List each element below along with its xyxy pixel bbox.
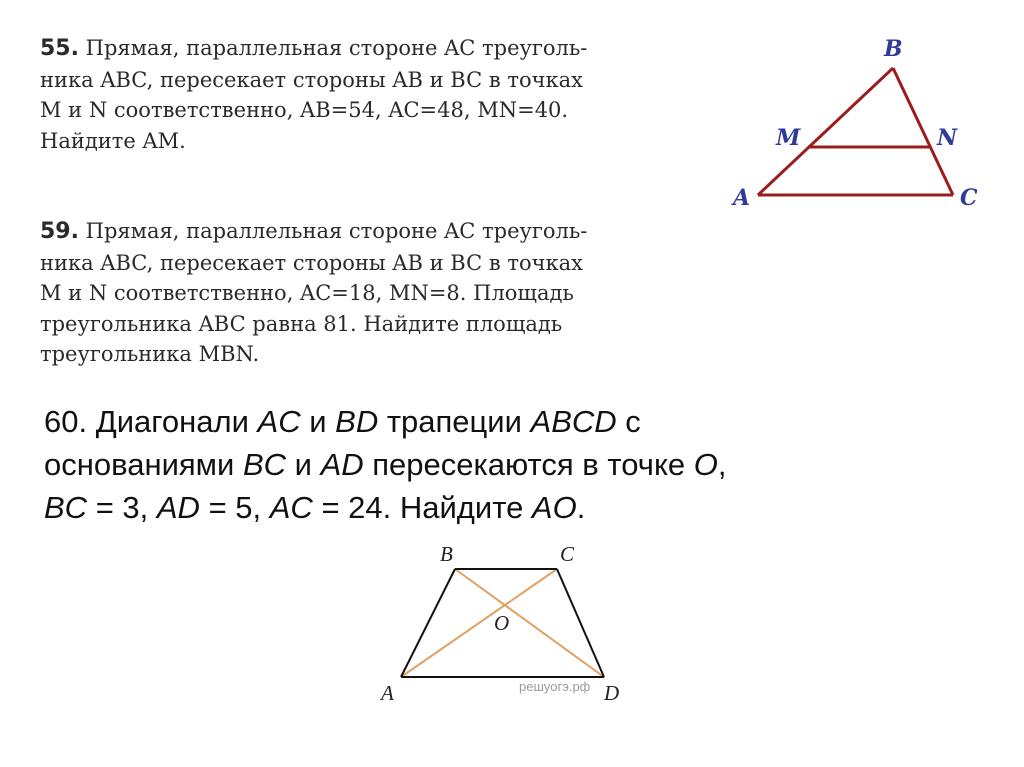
- problem-59-line-1: Прямая, параллельная стороне AC треуголь-: [78, 219, 588, 243]
- triangle-label-c: C: [960, 185, 978, 211]
- triangle-label-m: M: [776, 125, 801, 151]
- math-segment: AC: [257, 404, 301, 439]
- text-segment: 60. Диагонали: [44, 404, 258, 439]
- triangle-label-n: N: [937, 125, 958, 151]
- problem-59-line-3: M и N соответственно, AC=18, MN=8. Площадь: [40, 281, 574, 305]
- math-segment: AO: [531, 490, 577, 525]
- problem-59-number: 59.: [40, 219, 79, 244]
- trapezoid-side-ab: [401, 569, 455, 677]
- text-segment: и: [286, 447, 321, 482]
- trapezoid-diagonal-bd: [455, 569, 604, 677]
- problem-60: [44, 400, 726, 529]
- math-segment: BD: [335, 404, 379, 439]
- math-segment: BC: [44, 490, 88, 525]
- trapezoid-label-a: A: [381, 681, 394, 705]
- problem-59-line-4: треугольника ABC равна 81. Найдите площадь: [40, 311, 563, 336]
- text-segment: = 24. Найдите: [312, 490, 532, 525]
- text-segment: .: [576, 490, 586, 525]
- math-segment: AD: [320, 447, 364, 482]
- trapezoid-label-c: C: [560, 542, 575, 566]
- math-segment: AD: [156, 490, 200, 525]
- problem-55-line-4: Найдите AM.: [40, 128, 186, 153]
- math-segment: AC: [269, 490, 313, 525]
- triangle-side-bc: [893, 68, 953, 195]
- triangle-side-ab: [758, 68, 893, 195]
- problem-55-number: 55.: [40, 36, 79, 61]
- math-segment: ABCD: [530, 404, 617, 439]
- problem-55-line-1: Прямая, параллельная стороне AC треуголь-: [78, 36, 588, 60]
- text-segment: = 5,: [199, 490, 270, 525]
- problem-55-line-2: ника ABC, пересекает стороны AB и BC в точках: [40, 67, 583, 92]
- triangle-label-b: B: [884, 36, 903, 62]
- trapezoid-label-d: D: [604, 681, 620, 705]
- text-segment: трапеции: [378, 404, 531, 439]
- trapezoid-side-cd: [557, 569, 604, 677]
- problem-55: [40, 33, 587, 156]
- problem-59: [40, 216, 587, 370]
- text-segment: основаниями: [44, 447, 243, 482]
- problem-59-line-5: треугольника MBN.: [40, 342, 260, 366]
- trapezoid-diagonal-ac: [401, 569, 557, 677]
- text-segment: пересекаются в точке: [363, 447, 694, 482]
- math-segment: BC: [242, 447, 287, 482]
- problem-59-line-2: ника ABC, пересекает стороны AB и BC в точках: [40, 250, 583, 275]
- text-segment: и: [300, 404, 336, 439]
- text-segment: с: [616, 404, 641, 439]
- text-segment: ,: [717, 447, 727, 482]
- triangle-label-a: A: [733, 185, 751, 211]
- watermark: решуогэ.рф: [519, 679, 591, 694]
- math-segment: O: [693, 447, 718, 482]
- text-segment: = 3,: [87, 490, 157, 525]
- problem-55-line-3: M и N соответственно, AB=54, AC=48, MN=40.: [40, 98, 569, 122]
- trapezoid-label-o: O: [494, 611, 510, 635]
- trapezoid-label-b: B: [440, 542, 453, 566]
